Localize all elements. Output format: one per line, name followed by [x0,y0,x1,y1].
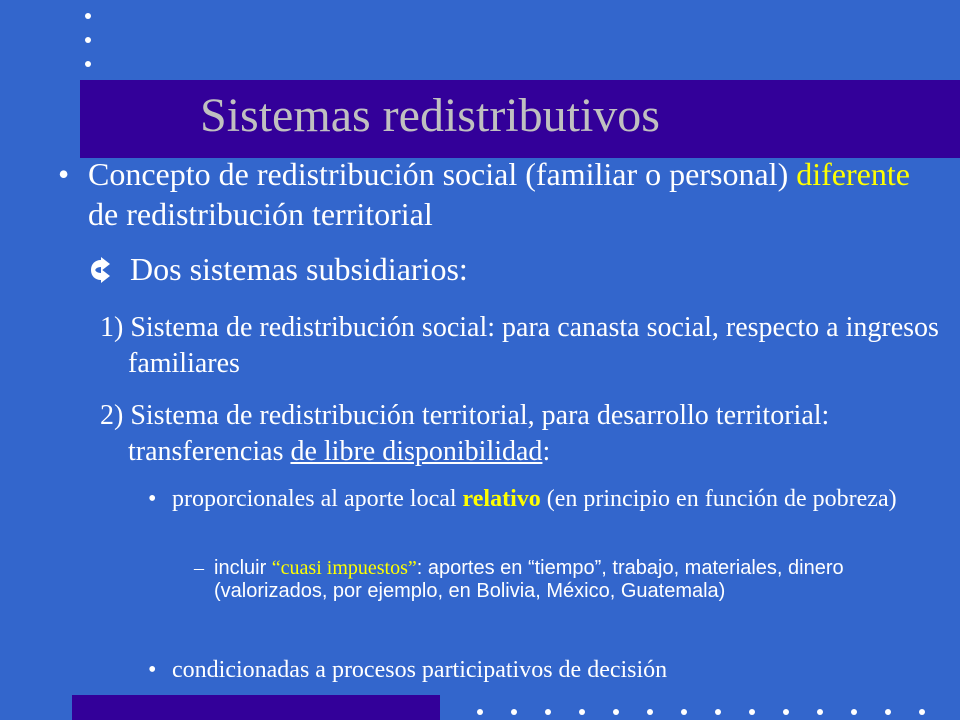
sub1-detail-text-b: : aportes en “tiempo”, trabajo, materiales, dinero (valorizados, por ejemplo, en Bolivia, México, Guatemala) [214,557,844,602]
dot-decoration [749,709,755,715]
arrow-line [88,249,468,289]
bullet-concept-highlight: diferente [796,156,910,192]
sub1-bold: relativo [462,486,541,512]
item-territorial-redistribution [100,398,960,470]
bullet-icon: • [58,156,70,192]
dot-decoration [817,709,823,715]
dot-decoration [715,709,721,715]
dot-decoration [545,709,551,715]
dot-decoration [85,61,91,67]
dot-decoration [851,709,857,715]
arrow-right-circle-icon [88,249,122,289]
sub1-text-a: proporcionales al aporte local [172,486,463,512]
sub1-detail-text-a: incluir [214,557,272,579]
dot-decoration [477,709,483,715]
dot-decoration [919,709,925,715]
dot-decoration [885,709,891,715]
dash-icon: – [194,557,204,579]
sub1-text-b: (en principio en función de pobreza) [540,486,897,512]
item2-text-b: : [542,436,551,467]
dot-decoration [85,13,91,19]
bullet-concept-text-b: de redistribución territorial [88,196,433,232]
bullet-concept-text-a: Concepto de redistribución social (familiar o personal) [88,156,797,192]
dot-decoration [613,709,619,715]
sub-detail-cuasi-impuestos [194,557,949,603]
sub2-text: condicionadas a procesos participativos de decisión [172,657,668,683]
dot-decoration [511,709,517,715]
dot-decoration [681,709,687,715]
dot-decoration [647,709,653,715]
dot-decoration [85,37,91,43]
bottom-band [72,695,440,720]
bullet-icon: • [148,486,157,512]
bullet-icon: • [148,657,157,683]
sub1-detail-highlight: “cuasi impuestos” [271,557,417,579]
dot-decoration [783,709,789,715]
item2-underlined: de libre disponibilidad [290,436,543,467]
item-social-redistribution: 1) Sistema de redistribución social: para canasta social, respecto a ingresos familiares [100,312,939,379]
item2-text-a: 2) Sistema de redistribución territorial, para desarrollo territorial: transferencias [100,400,830,467]
sub-bullet-proportional [148,485,942,513]
dot-decoration [579,709,585,715]
bullet-concept [58,154,948,234]
slide-title: Sistemas redistributivos [200,89,660,142]
sub-bullet-conditioned [148,656,942,684]
arrow-line-text: Dos sistemas subsidiarios: [130,251,468,287]
